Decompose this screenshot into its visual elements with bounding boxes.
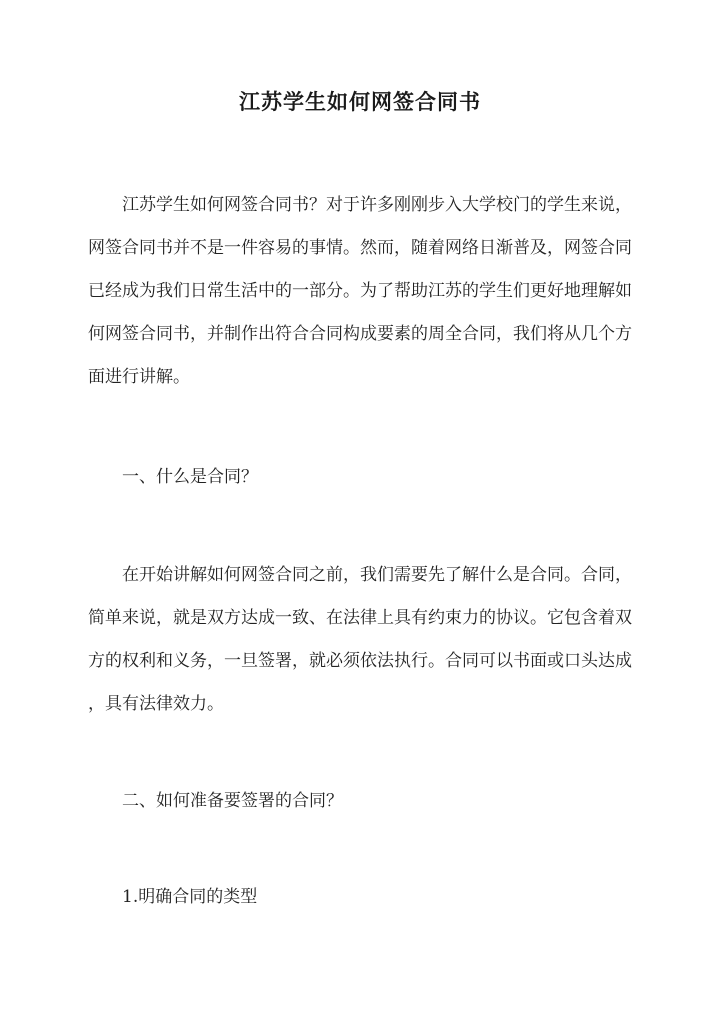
paragraph-line: 已经成为我们日常生活中的一部分。为了帮助江苏的学生们更好地理解如 xyxy=(88,281,632,301)
section-heading: 二、如何准备要签署的合同？ xyxy=(122,791,343,811)
paragraph-line: 面进行讲解。 xyxy=(88,367,190,387)
paragraph-line: 在开始讲解如何网签合同之前，我们需要先了解什么是合同。合同， xyxy=(122,565,632,585)
section1-paragraph xyxy=(88,554,636,726)
paragraph-line: 何网签合同书，并制作出符合合同构成要素的周全合同，我们将从几个方 xyxy=(88,324,632,344)
subsection-heading: 1.明确合同的类型 xyxy=(122,887,258,907)
paragraph-line: 简单来说，就是双方达成一致、在法律上具有约束力的协议。它包含着双 xyxy=(88,608,632,628)
document-title: 江苏学生如何网签合同书 xyxy=(239,89,481,114)
paragraph-line: ，具有法律效力。 xyxy=(88,694,224,714)
intro-paragraph xyxy=(88,184,636,399)
paragraph-line: 网签合同书并不是一件容易的事情。然而，随着网络日渐普及，网签合同 xyxy=(88,238,632,258)
paragraph-line: 江苏学生如何网签合同书？对于许多刚刚步入大学校门的学生来说， xyxy=(122,195,632,215)
paragraph-line: 方的权利和义务，一旦签署，就必须依法执行。合同可以书面或口头达成 xyxy=(88,651,632,671)
section-heading: 一、什么是合同？ xyxy=(122,467,258,487)
